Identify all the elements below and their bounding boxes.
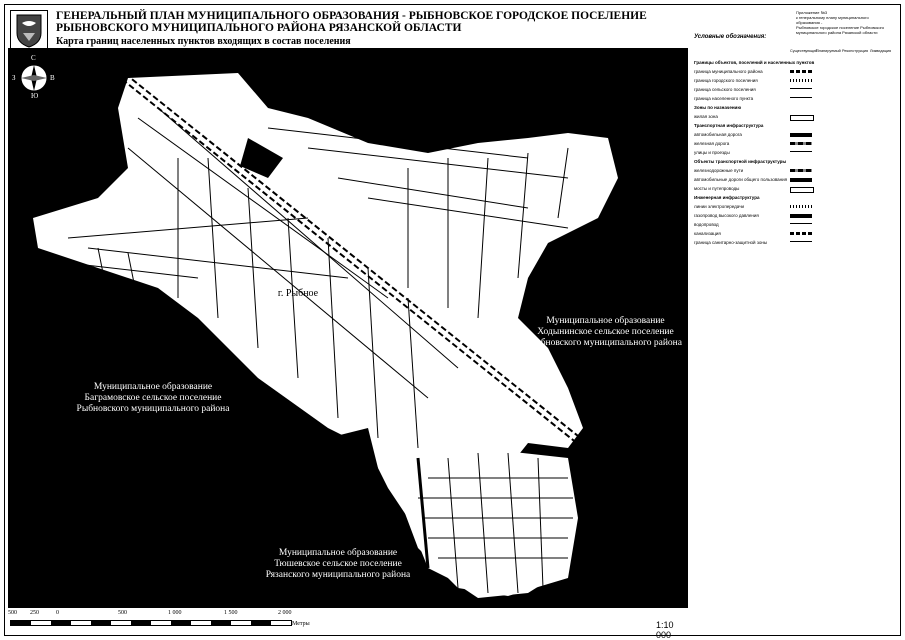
label-south: Муниципальное образование Тюшевское сельское поселение Рязанского муниципального района xyxy=(265,548,411,580)
legend-symbol xyxy=(790,151,812,155)
legend-symbol xyxy=(790,223,812,227)
legend-row-label: автомобильные дороги общего пользования xyxy=(694,177,788,182)
legend-row xyxy=(694,213,894,219)
legend-symbol xyxy=(790,169,812,172)
legend-row xyxy=(694,78,894,84)
legend-column: Ликвидация xyxy=(870,49,892,53)
legend-row xyxy=(694,195,894,201)
legend-row-label: автомобильная дорога xyxy=(694,132,742,137)
label-west: Муниципальное образование Баграмовское сельское поселение Рыбновского муниципального района xyxy=(76,382,230,414)
legend-row xyxy=(694,204,894,210)
legend-row-label: линии электропередачи xyxy=(694,204,745,209)
legend-row-label: Объекты транспортной инфраструктуры xyxy=(694,159,787,164)
legend-row xyxy=(694,114,894,120)
legend-row xyxy=(694,123,894,129)
compass-rose xyxy=(14,56,54,100)
legend-symbol xyxy=(790,232,812,235)
scale-unit: Метры xyxy=(292,621,310,627)
legend-symbol xyxy=(790,205,812,208)
legend-row-label: газопровод высокого давления xyxy=(694,213,759,218)
legend-row-label: граница населенного пункта xyxy=(694,96,754,101)
legend-column: Существующий xyxy=(790,49,818,53)
legend-symbol xyxy=(790,115,814,121)
map-subtitle: Карта границ населенных пунктов входящих в состав поселения xyxy=(56,36,351,47)
legend-row xyxy=(694,168,894,174)
legend-row-label: улицы и проезды xyxy=(694,150,730,155)
legend-symbol xyxy=(790,133,812,137)
legend-row xyxy=(694,150,894,156)
label-east: Муниципальное образование Ходынинское сельское поселение Рыбновского муниципального района xyxy=(529,316,682,348)
legend-row-label: граница санитарно-защитной зоны xyxy=(694,240,768,245)
compass-north-label: С xyxy=(31,54,36,62)
legend-row-label: граница сельского поселения xyxy=(694,87,756,92)
header xyxy=(8,8,688,48)
scale-tick: 500 xyxy=(8,610,17,616)
legend-row-label: железнодорожные пути xyxy=(694,168,744,173)
map-canvas[interactable] xyxy=(8,48,688,608)
scale-tick: 1 500 xyxy=(224,610,238,616)
scale-tick: 1 000 xyxy=(168,610,182,616)
legend-symbol xyxy=(790,88,812,92)
label-north: Муниципальное образование Нетобинковское сельское поселение Рыбновского муниципального района xyxy=(321,56,475,88)
scale-tick: 500 xyxy=(118,610,127,616)
legend-row-label: граница муниципального района xyxy=(694,69,763,74)
legend-symbol xyxy=(790,178,812,182)
title-line-2: РЫБНОВСКОГО МУНИЦИПАЛЬНОГО РАЙОНА РЯЗАНСКОЙ ОБЛАСТИ xyxy=(56,22,462,34)
legend-row-label: Транспортная инфраструктура xyxy=(694,123,764,128)
compass-west-label: З xyxy=(12,74,16,82)
legend-row-label: железная дорога xyxy=(694,141,730,146)
legend-row xyxy=(694,60,894,66)
scale-tick: 2 000 xyxy=(278,610,292,616)
legend-symbol xyxy=(790,70,812,73)
legend-symbol xyxy=(790,187,814,193)
legend-row-label: жилая зона xyxy=(694,114,718,119)
map-title xyxy=(56,10,676,34)
legend-row xyxy=(694,105,894,111)
legend-row xyxy=(694,69,894,75)
scale-tick: 250 xyxy=(30,610,39,616)
scale-line xyxy=(10,620,292,626)
legend-panel xyxy=(692,8,897,632)
legend-symbol xyxy=(790,142,812,145)
legend-header-note: Приложение №3 к генеральному плану муниципального образования - Рыбновское городское поселение Рыбновского муниципального района Рязанской области xyxy=(796,10,885,35)
legend-row-label: канализация xyxy=(694,231,721,236)
scale-tick: 0 xyxy=(56,610,59,616)
coat-of-arms-icon xyxy=(10,10,48,50)
legend-row xyxy=(694,177,894,183)
legend-row-label: Инженерная инфраструктура xyxy=(694,195,760,200)
legend-row-label: Границы объектов, поселений и населенных пунктов xyxy=(694,60,815,65)
legend-symbol xyxy=(790,79,812,82)
legend-row-label: Зоны по назначению xyxy=(694,105,742,110)
scale-bar xyxy=(8,608,688,640)
legend-row xyxy=(694,96,894,102)
compass-east-label: В xyxy=(50,74,55,82)
legend-row xyxy=(694,240,894,246)
legend-row xyxy=(694,186,894,192)
legend-row xyxy=(694,222,894,228)
legend-column: Реконструкция xyxy=(842,49,869,53)
label-town-rybnoe: г. Рыбное xyxy=(277,288,319,299)
legend-column: Планируемый xyxy=(816,49,841,53)
legend-title: Условные обозначения: xyxy=(694,34,767,40)
legend-row xyxy=(694,141,894,147)
legend-row xyxy=(694,132,894,138)
compass-south-label: Ю xyxy=(31,92,39,100)
legend-row xyxy=(694,87,894,93)
legend-row xyxy=(694,231,894,237)
legend-row-label: граница городского поселения xyxy=(694,78,758,83)
legend-row-label: мосты и путепроводы xyxy=(694,186,740,191)
title-line-1: ГЕНЕРАЛЬНЫЙ ПЛАН МУНИЦИПАЛЬНОГО ОБРАЗОВАНИЯ - РЫБНОВСКОЕ ГОРОДСКОЕ ПОСЕЛЕНИЕ xyxy=(56,10,647,22)
scale-ratio: 1:10 000 xyxy=(656,620,674,640)
label-north-east: Муниципальное образование Ходынинское сельское поселение Рыбновского муниципального района xyxy=(486,98,640,130)
legend-row xyxy=(694,159,894,165)
legend-symbol xyxy=(790,214,812,218)
legend-symbol xyxy=(790,241,812,245)
legend-row-label: водопровод xyxy=(694,222,719,227)
legend-symbol xyxy=(790,97,812,101)
